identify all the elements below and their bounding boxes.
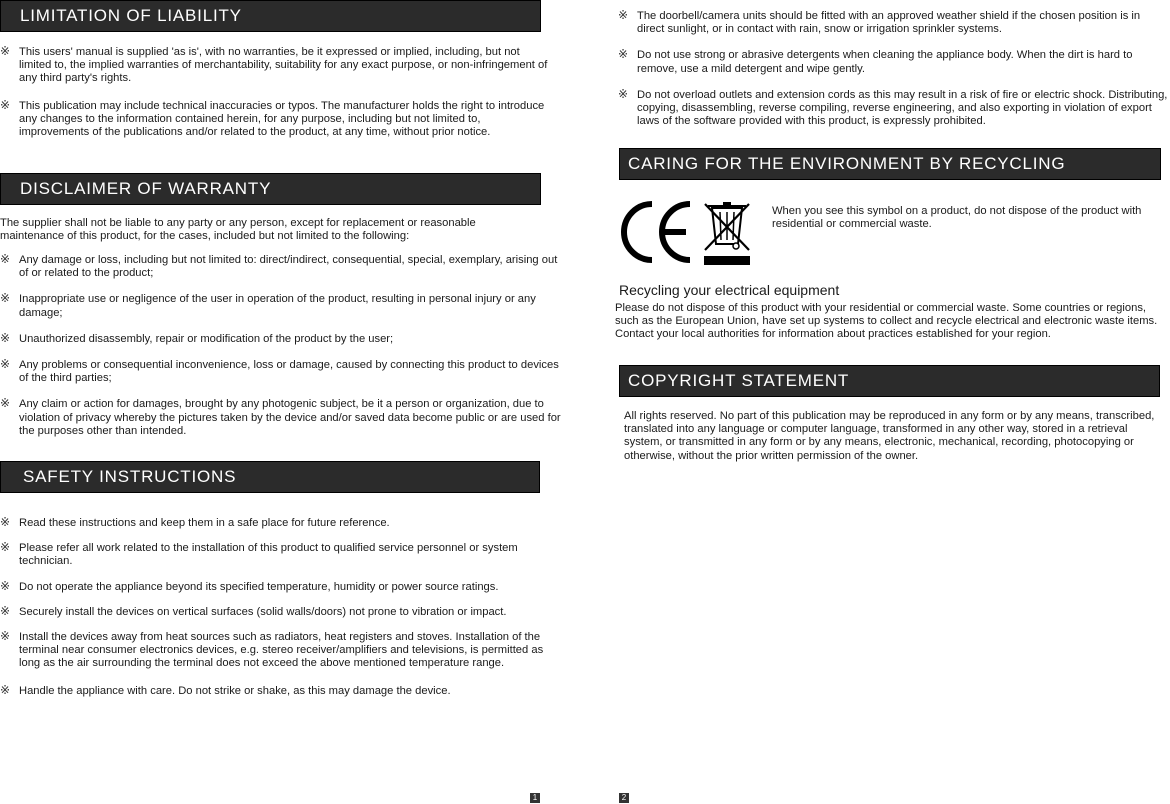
page-number-1: 1: [530, 793, 540, 803]
ce-mark-icon: [620, 198, 696, 266]
list-item: ※ Read these instructions and keep them in a safe place for future reference.: [0, 515, 390, 529]
reference-mark-icon: ※: [0, 682, 11, 697]
safety-title: SAFETY INSTRUCTIONS: [23, 467, 237, 486]
list-item: ※ Any claim or action for damages, brought by any photogenic subject, be it a person or organization, due to violation of privacy whereby the pictures taken by the device and/or saved data become public or are used for the purposes other than intended.: [0, 396, 561, 437]
copyright-body: All rights reserved. No part of this publication may be reproduced in any form or by any means, transcribed, translated into any language or computer language, transformed in any other way, stored in a retrieval system, or transmitted in any form or by any means, electronic, mechanical, recording, photocopying or otherwise, without the prior written permission of the owner.: [624, 410, 1155, 462]
list-item: ※ The doorbell/camera units should be fitted with an approved weather shield if the chosen position is in direct sunlight, or in contact with rain, snow or irrigation sprinkler systems.: [618, 8, 1141, 36]
recycling-subheading: Recycling your electrical equipment: [619, 282, 840, 298]
list-item: ※ Any damage or loss, including but not limited to: direct/indirect, consequential, special, exemplary, arising out of or related to the product;: [0, 252, 558, 280]
list-item: ※ Inappropriate use or negligence of the user in operation of the product, resulting in personal injury or any damage;: [0, 291, 536, 319]
reference-mark-icon: ※: [618, 86, 629, 101]
list-item: ※ This publication may include technical inaccuracies or typos. The manufacturer holds the right to introduce any changes to the information contained herein, for any purpose, including but not limited to, improvements of the publications and/or related to the product, at any time, without prior notice.: [0, 97, 545, 139]
list-item: ※ Do not overload outlets and extension cords as this may result in a risk of fire or electric shock. Distributing, copying, disassembling, reverse compiling, reverse engineering, and also exporting in violation of export laws of the software provided with this product, is expressly prohibited.: [618, 86, 1168, 128]
limitation-of-liability-header: [0, 0, 541, 32]
copyright-header: [619, 365, 1160, 397]
list-item: ※ This users' manual is supplied 'as is', with no warranties, be it expressed or implied, including, but not limited to, the implied warranties of merchantability, suitability for any exact purpose, or non-infringement of any third party's rights.: [0, 44, 548, 85]
reference-mark-icon: ※: [0, 396, 11, 411]
recycling-body: Please do not dispose of this product with your residential or commercial waste. Some countries or regions, such as the European Union, have set up systems to collect and recycle electrical and electronic waste items. Contact your local authorities for information about practices established for your region.: [615, 302, 1158, 341]
reference-mark-icon: ※: [0, 357, 11, 372]
recycling-header: [619, 148, 1161, 180]
disclaimer-intro: The supplier shall not be liable to any party or any person, except for replacement or reasonable maintenance of this product, for the cases, included but not limited to the following:: [0, 217, 476, 243]
list-item: ※ Please refer all work related to the installation of this product to qualified service personnel or system technician.: [0, 540, 518, 568]
reference-mark-icon: ※: [0, 330, 11, 345]
list-item: ※ Any problems or consequential inconvenience, loss or damage, caused by connecting this product to devices of the third parties;: [0, 357, 559, 385]
list-item: ※ Handle the appliance with care. Do not strike or shake, as this may damage the device.: [0, 682, 451, 697]
copyright-title: COPYRIGHT STATEMENT: [628, 371, 850, 390]
limitation-list: [0, 46, 548, 139]
list-item: ※ Securely install the devices on vertical surfaces (solid walls/doors) not prone to vibration or impact.: [0, 603, 507, 618]
reference-mark-icon: ※: [0, 44, 11, 58]
list-item: ※ Unauthorized disassembly, repair or modification of the product by the user;: [0, 330, 394, 345]
disclaimer-of-warranty-header: [0, 173, 541, 205]
reference-mark-icon: ※: [0, 515, 11, 529]
limitation-title: LIMITATION OF LIABILITY: [20, 6, 242, 25]
safety-list: [0, 517, 566, 698]
safety-continued-list: [618, 10, 1168, 128]
reference-mark-icon: ※: [0, 603, 11, 618]
reference-mark-icon: ※: [0, 291, 11, 306]
list-item: ※ Install the devices away from heat sources such as radiators, heat registers and stoves. Installation of the terminal near consumer electronics devices, e.g. stereo receiver/amplifiers and televisions, is permitted as long as the air surrounding the terminal does not exceed the above mentioned temperature range.: [0, 629, 544, 670]
weee-bin-icon: [702, 200, 752, 266]
manual-page-2: [612, 0, 1170, 804]
reference-mark-icon: ※: [0, 97, 11, 112]
safety-instructions-header: [0, 461, 540, 493]
reference-mark-icon: ※: [618, 8, 629, 22]
page-number-2: 2: [619, 793, 629, 803]
list-item: ※ Do not use strong or abrasive detergents when cleaning the appliance body. When the dirt is hard to remove, use a mild detergent and wipe gently.: [618, 47, 1133, 75]
manual-page-1: [0, 0, 568, 804]
reference-mark-icon: ※: [0, 540, 11, 555]
recycling-title: CARING FOR THE ENVIRONMENT BY RECYCLING: [628, 154, 1066, 173]
disclaimer-list: [0, 254, 566, 438]
recycling-symbol-note: When you see this symbol on a product, do not dispose of the product with residential or commercial waste.: [772, 205, 1142, 231]
reference-mark-icon: ※: [618, 47, 629, 62]
reference-mark-icon: ※: [0, 252, 11, 266]
list-item: ※ Do not operate the appliance beyond its specified temperature, humidity or power source ratings.: [0, 578, 499, 593]
disclaimer-title: DISCLAIMER OF WARRANTY: [20, 179, 272, 198]
reference-mark-icon: ※: [0, 629, 11, 644]
reference-mark-icon: ※: [0, 578, 11, 593]
